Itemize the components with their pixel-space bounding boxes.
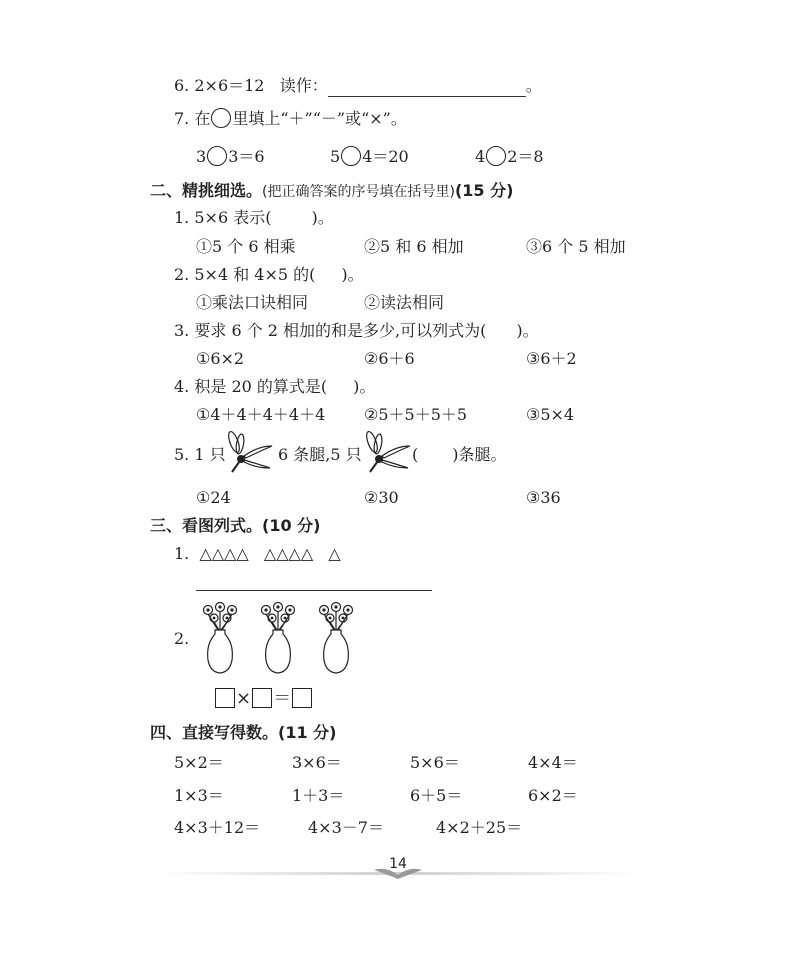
section-4-score: (11 分) [278, 723, 337, 742]
s2-q2-stem-a: 2. 5×4 和 4×5 的( [174, 265, 316, 284]
s2-q1-stem-a: 1. 5×6 表示( [174, 208, 272, 227]
s2-q5-part2: 6 条腿,5 只 [278, 445, 362, 464]
vase-with-flowers-icon [314, 600, 360, 676]
q7-item-b: 3＝6 [228, 147, 265, 166]
section-4-title: 四、直接写得数。 [150, 723, 279, 742]
q6-answer-blank[interactable] [328, 78, 526, 97]
calc-item: 4×4＝ [528, 753, 578, 772]
calc-item: 1×3＝ [174, 786, 224, 805]
q7-item-a: 4 [475, 147, 486, 166]
calc-item: 5×6＝ [410, 753, 460, 772]
s2-q2-stem-b: )。 [341, 265, 364, 284]
s2-q3-opt-2: ②6＋6 [364, 349, 415, 368]
operator-circle-1[interactable] [207, 146, 227, 166]
calc-item: 5×2＝ [174, 753, 224, 772]
q7-stem [174, 108, 407, 130]
vase-with-flowers-icon [256, 600, 302, 676]
s2-q1-opt-1: ①5 个 6 相乘 [196, 237, 296, 256]
answer-box-1[interactable] [215, 688, 235, 708]
s2-q2-stem [174, 264, 364, 286]
vase-with-flowers-icon [198, 600, 244, 676]
calc-item: 1＋3＝ [292, 786, 345, 805]
calc-item: 4×3＋12＝ [174, 818, 261, 837]
circle-symbol-icon [211, 108, 231, 128]
s2-q5-opt-3: ③36 [526, 488, 561, 507]
s2-q1-stem-b: )。 [311, 208, 334, 227]
s2-q3-opt-1: ①6×2 [196, 349, 245, 368]
q7-item-b: 4＝20 [362, 147, 409, 166]
triangle-group-3: △ [328, 544, 341, 563]
s2-q2-opt-2: ②读法相同 [364, 293, 445, 312]
operator-circle-2[interactable] [341, 146, 361, 166]
times-sign: × [236, 688, 252, 709]
q7-item-2 [330, 146, 409, 168]
section-3-score: (10 分) [262, 516, 321, 535]
s2-q1-opt-2: ②5 和 6 相加 [364, 237, 464, 256]
dragonfly-icon [224, 432, 276, 476]
triangle-group-1: △△△△ [199, 544, 249, 563]
equals-sign: ＝ [273, 688, 292, 709]
calc-item: 3×6＝ [292, 753, 342, 772]
q7-item-1 [196, 146, 265, 168]
q6-end: 。 [525, 76, 542, 95]
q6 [174, 75, 542, 97]
section-2-title: 二、精挑细选。 [150, 181, 263, 200]
s2-q5-opt-2: ②30 [364, 488, 399, 507]
s2-q5-paren-open: ( [412, 445, 419, 464]
s3-q1-answer-line[interactable] [196, 590, 432, 591]
calc-item: 4×3－7＝ [308, 818, 384, 837]
s2-q5-part1: 5. 1 只 [174, 445, 226, 464]
answer-box-2[interactable] [252, 688, 272, 708]
s2-q3-opt-3: ③6＋2 [526, 349, 577, 368]
q7-stem-a: 7. 在 [174, 109, 211, 128]
q7-stem-b: 里填上“＋”“－”或“×”。 [232, 109, 407, 128]
triangle-group-2: △△△△ [263, 544, 314, 563]
calc-item: 4×2＋25＝ [436, 818, 523, 837]
page-number: 14 [389, 856, 407, 872]
q6-num: 6. [174, 76, 190, 95]
calc-item: 6×2＝ [528, 786, 578, 805]
section-2-note: (把正确答案的序号填在括号里) [262, 184, 455, 200]
s2-q4-stem-a: 4. 积是 20 的算式是( [174, 377, 328, 396]
s2-q2-opt-1: ①乘法口诀相同 [196, 293, 309, 312]
s3-q1-num: 1. [174, 544, 190, 563]
s2-q4-stem [174, 376, 375, 398]
q7-item-a: 5 [330, 147, 341, 166]
s2-q4-opt-2: ②5＋5＋5＋5 [364, 405, 468, 424]
section-3-title: 三、看图列式。 [150, 516, 263, 535]
s2-q4-opt-3: ③5×4 [526, 405, 575, 424]
q7-item-a: 3 [196, 147, 207, 166]
section-2-score: (15 分) [454, 181, 514, 200]
q7-item-3 [475, 146, 544, 168]
s2-q3-stem [174, 320, 539, 342]
s2-q1-stem [174, 207, 334, 229]
s2-q3-stem-b: )。 [516, 321, 539, 340]
s2-q5-opt-1: ①24 [196, 488, 231, 507]
s2-q4-stem-b: )。 [353, 377, 376, 396]
calc-item: 6＋5＝ [410, 786, 463, 805]
operator-circle-3[interactable] [486, 146, 506, 166]
s3-q2-num: 2. [174, 629, 190, 648]
q6-expr: 2×6＝12 [194, 76, 265, 95]
q7-item-b: 2＝8 [507, 147, 544, 166]
s2-q3-stem-a: 3. 要求 6 个 2 相加的和是多少,可以列式为( [174, 321, 487, 340]
section-4-heading [150, 722, 336, 744]
dragonfly-icon [362, 432, 414, 476]
q6-read-label: 读作： [279, 76, 328, 95]
answer-box-3[interactable] [292, 688, 312, 708]
s2-q5-tail [412, 444, 507, 466]
s3-q2-equation [214, 688, 313, 710]
s3-q1 [174, 543, 341, 565]
section-2-heading [150, 180, 513, 203]
s2-q1-opt-3: ③6 个 5 相加 [526, 237, 626, 256]
s2-q5-part4: )条腿。 [452, 445, 507, 464]
section-3-heading [150, 515, 320, 537]
s2-q4-opt-1: ①4＋4＋4＋4＋4 [196, 405, 326, 424]
